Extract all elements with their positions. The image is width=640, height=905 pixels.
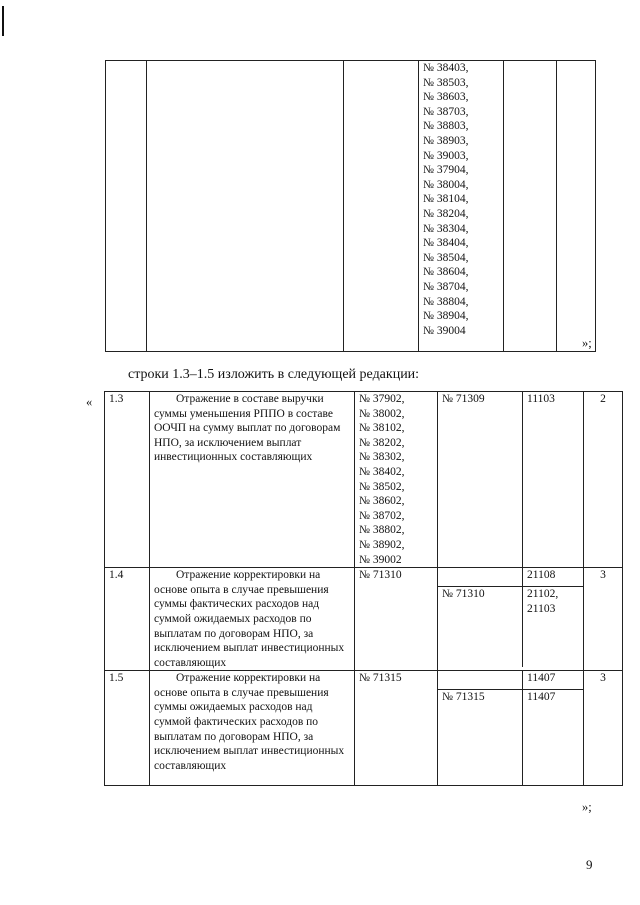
account-number: № 38702, xyxy=(359,509,405,522)
empty-cell xyxy=(557,61,596,352)
closing-quote: »; xyxy=(582,336,592,350)
row-id: 1.3 xyxy=(105,392,150,568)
margin-marker xyxy=(2,6,4,36)
account-number: № 38102, xyxy=(359,422,405,435)
sub-account xyxy=(438,568,523,587)
account-number-list xyxy=(359,671,433,686)
empty-cell xyxy=(504,61,557,352)
row-id: 1.5 xyxy=(105,671,150,786)
empty-cell xyxy=(106,61,147,352)
row-numbers xyxy=(355,671,438,786)
row-description: Отражение корректировки на основе опыта в случае превышения суммы фактических расходов над суммой ожидаемых расходов по выплатам по договорам НПО, за исключением выплат инвестиционных составляющих xyxy=(150,568,355,671)
sub-row xyxy=(438,690,583,786)
account-number-list xyxy=(359,568,433,583)
account-number: № 38803, xyxy=(423,120,469,133)
account-number: № 38602, xyxy=(359,495,405,508)
empty-cell xyxy=(344,61,419,352)
row-code: 2 xyxy=(584,392,623,568)
account-number: № 38703, xyxy=(423,105,469,118)
account-number: № 39002 xyxy=(359,553,402,566)
account-number: № 38402, xyxy=(359,465,405,478)
row-numbers xyxy=(355,392,438,568)
account-number: № 38404, xyxy=(423,237,469,250)
sub-symbol: 11407 xyxy=(523,671,584,690)
table-row xyxy=(105,671,623,786)
table-row xyxy=(106,61,596,352)
opening-quote: « xyxy=(86,395,93,409)
account-number: № 37902, xyxy=(359,393,405,405)
table-row xyxy=(105,568,623,671)
account-number: № 71315 xyxy=(359,672,402,685)
row-account: № 71309 xyxy=(438,392,523,568)
account-number: № 37904, xyxy=(423,164,469,177)
account-number: № 38502, xyxy=(359,480,405,493)
page-number: 9 xyxy=(586,857,593,872)
account-number: № 38302, xyxy=(359,451,405,464)
sub-row xyxy=(438,587,583,668)
row-description: Отражение в составе выручки суммы уменьшения РППО в составе ООЧП на сумму выплат по договорам НПО, за исключением выплат инвестиционных составляющих xyxy=(150,392,355,568)
account-number: № 38904, xyxy=(423,310,469,323)
sub-symbol: 21102, 21103 xyxy=(527,588,559,615)
account-number: № 38804, xyxy=(423,295,469,308)
account-number: № 38004, xyxy=(423,178,469,191)
account-number-list xyxy=(359,392,433,567)
account-number-list xyxy=(423,61,499,338)
row-id: 1.4 xyxy=(105,568,150,671)
row-code: 3 xyxy=(584,568,623,671)
account-number: № 38903, xyxy=(423,134,469,147)
account-number: № 38104, xyxy=(423,193,469,206)
account-number: № 38202, xyxy=(359,436,405,449)
split-cell xyxy=(438,671,584,786)
sub-row xyxy=(438,671,583,690)
account-number: № 38902, xyxy=(359,538,405,551)
account-number: № 38504, xyxy=(423,251,469,264)
account-number: № 38002, xyxy=(359,407,405,420)
table-row xyxy=(105,392,623,568)
numbers-cell xyxy=(419,61,504,352)
sub-symbol: 21108 xyxy=(523,568,584,587)
continuation-table xyxy=(105,60,596,352)
closing-quote: »; xyxy=(582,800,592,814)
split-cell xyxy=(438,568,584,671)
account-number: № 39004 xyxy=(423,324,466,337)
sub-account: № 71310 xyxy=(438,587,523,668)
row-code: 3 xyxy=(584,671,623,786)
account-number: № 71310 xyxy=(359,569,402,582)
row-symbol: 11103 xyxy=(523,392,584,568)
account-number: № 38304, xyxy=(423,222,469,235)
account-number: № 38403, xyxy=(423,62,469,74)
row-description: Отражение корректировки на основе опыта в случае превышения суммы ожидаемых расходов над суммой фактических расходов по выплатам по договорам НПО, за исключением выплат инвестиционных составляющих xyxy=(150,671,355,786)
sub-account xyxy=(438,671,523,690)
account-number: № 38204, xyxy=(423,207,469,220)
empty-cell xyxy=(147,61,344,352)
sub-table xyxy=(438,568,583,667)
account-number: № 38603, xyxy=(423,91,469,104)
row-numbers xyxy=(355,568,438,671)
sub-table xyxy=(438,671,583,785)
sub-account: № 71315 xyxy=(438,690,523,786)
sub-symbol: 11407 xyxy=(527,691,556,704)
sub-row xyxy=(438,568,583,587)
account-number: № 39003, xyxy=(423,149,469,162)
instruction-text: строки 1.3–1.5 изложить в следующей редакции: xyxy=(128,367,420,382)
main-table xyxy=(104,391,623,786)
account-number: № 38604, xyxy=(423,266,469,279)
account-number: № 38503, xyxy=(423,76,469,89)
account-number: № 38704, xyxy=(423,280,469,293)
account-number: № 38802, xyxy=(359,524,405,537)
